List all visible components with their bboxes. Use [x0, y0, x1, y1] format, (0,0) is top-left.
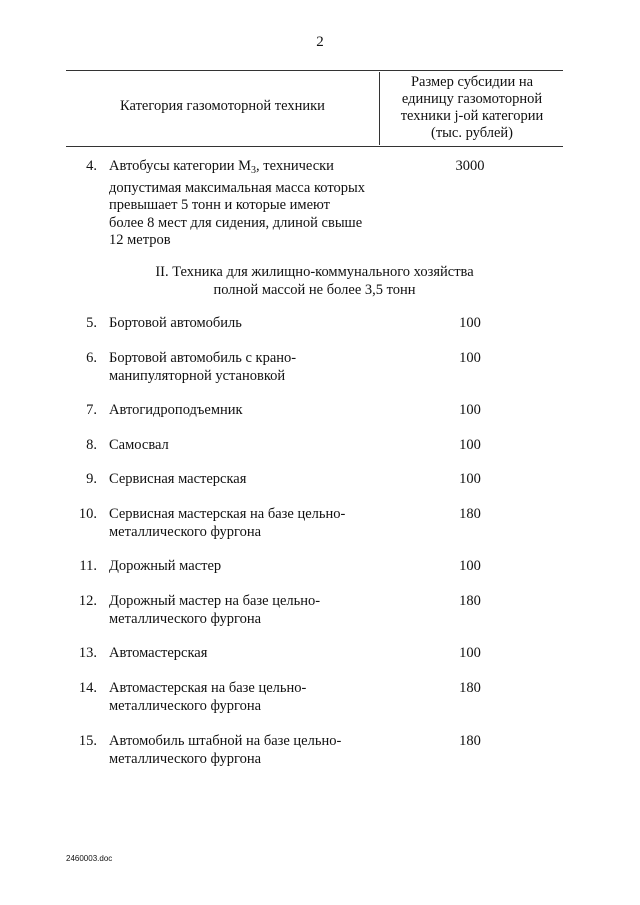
page-number: 2 — [316, 34, 324, 50]
row-name-line: допустимая максимальная масса которых — [109, 179, 365, 196]
row-name-prefix: Автобусы категории М — [109, 158, 252, 174]
row-name — [109, 158, 389, 250]
row-name — [109, 593, 389, 628]
row-name — [109, 315, 389, 333]
row-name-line: Бортовой автомобиль с крано- — [109, 350, 297, 366]
row-name-line: 12 метров — [109, 232, 171, 248]
row-name-line: металлического фургона — [109, 610, 262, 627]
row-value: 100 — [459, 437, 481, 453]
header-column-divider — [379, 72, 380, 145]
row-name-line: металлического фургона — [109, 750, 262, 767]
row-name-line: Автомастерская — [109, 645, 208, 661]
row-name-line — [109, 158, 389, 180]
row-name-line: Сервисная мастерская — [109, 471, 247, 487]
row-name — [109, 402, 389, 420]
row-name-line: металлического фургона — [109, 697, 262, 714]
row-name — [109, 350, 389, 385]
row-name-line: манипуляторной установкой — [109, 367, 286, 384]
row-name — [109, 506, 389, 541]
row-name-line: Дорожный мастер — [109, 558, 222, 574]
row-number: 6. — [86, 350, 97, 366]
row-value: 100 — [459, 471, 481, 487]
row-name-line: Автогидроподъемник — [109, 402, 243, 418]
row-name-line: Автомастерская на базе цельно- — [109, 680, 307, 696]
row-name — [109, 645, 389, 663]
row-name-line: Дорожный мастер на базе цельно- — [109, 593, 321, 609]
row-value: 100 — [459, 645, 481, 661]
section-title-line: полной массой не более 3,5 тонн — [213, 281, 416, 298]
row-name-suffix: , технически — [256, 158, 334, 174]
row-value: 100 — [459, 350, 481, 366]
header-category: Категория газомоторной техники — [120, 98, 325, 114]
section-title — [66, 264, 563, 299]
row-name-line: более 8 мест для сидения, длиной свыше — [109, 214, 363, 231]
row-value: 100 — [459, 558, 481, 574]
row-number: 9. — [86, 471, 97, 487]
header-subsidy — [381, 74, 563, 142]
row-number: 14. — [78, 680, 97, 696]
row-number: 12. — [78, 593, 97, 609]
row-name — [109, 733, 389, 768]
section-title-line: II. Техника для жилищно-коммунального хозяйства — [155, 264, 474, 280]
row-name-line: превышает 5 тонн и которые имеют — [109, 197, 330, 213]
row-number: 10. — [78, 506, 97, 522]
row-value: 3000 — [455, 158, 485, 174]
row-value: 180 — [459, 733, 481, 749]
row-value: 180 — [459, 680, 481, 696]
row-name-line: Автомобиль штабной на базе цельно- — [109, 733, 342, 749]
row-name — [109, 680, 389, 715]
row-value: 180 — [459, 506, 481, 522]
row-name-line: металлического фургона — [109, 523, 262, 540]
file-name: 2460003.doc — [66, 854, 113, 863]
row-name-line: Сервисная мастерская на базе цельно- — [109, 506, 346, 522]
header-subsidy-line: (тыс. рублей) — [431, 125, 513, 141]
row-number: 5. — [86, 315, 97, 331]
row-name-line: Бортовой автомобиль — [109, 315, 242, 331]
table-top-rule — [66, 70, 563, 71]
row-value: 100 — [459, 402, 481, 418]
row-number: 4. — [86, 158, 97, 174]
row-name-line: Самосвал — [109, 437, 169, 453]
header-subsidy-line: единицу газомоторной — [401, 91, 543, 107]
row-name — [109, 558, 389, 576]
header-subsidy-line: Размер субсидии на — [410, 74, 534, 90]
row-value: 100 — [459, 315, 481, 331]
row-name-subscript: 3 — [251, 165, 257, 176]
row-number: 11. — [79, 558, 97, 574]
row-name — [109, 437, 389, 455]
row-number: 8. — [86, 437, 97, 453]
row-name — [109, 471, 389, 489]
row-value: 180 — [459, 593, 481, 609]
row-number: 15. — [78, 733, 97, 749]
header-subsidy-line: техники j-ой категории — [400, 108, 544, 124]
row-number: 7. — [86, 402, 97, 418]
row-number: 13. — [78, 645, 97, 661]
table-header-bottom-rule — [66, 146, 563, 147]
